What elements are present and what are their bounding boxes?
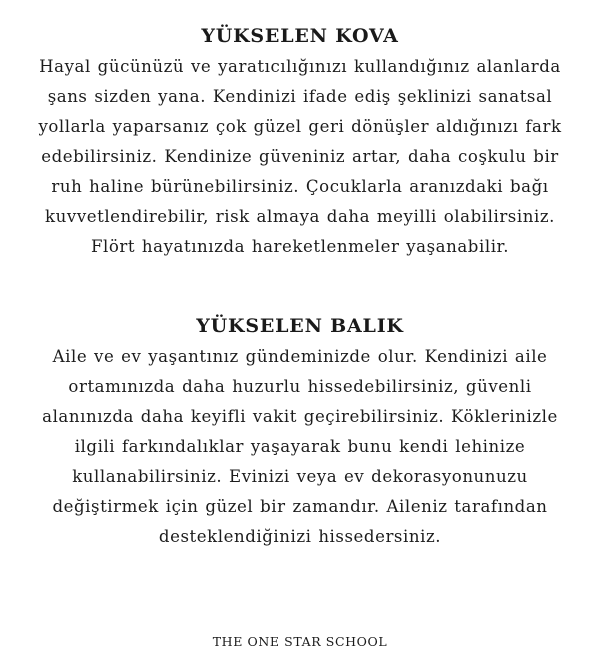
paragraph-line: kullanabilirsiniz. Evinizi veya ev dekorasyonunuzu	[72, 467, 528, 486]
paragraph-line: Flört hayatınızda hareketlenmeler yaşanabilir.	[90, 237, 510, 256]
section-yukselen-kova	[0, 20, 600, 262]
section-paragraph	[10, 342, 590, 552]
paragraph-line: edebilirsiniz. Kendinize güveniniz artar, daha coşkulu bir	[41, 147, 559, 166]
paragraph-line: Hayal gücünüzü ve yaratıcılığınızı kullandığınız alanlarda	[39, 57, 561, 76]
paragraph-line: şans sizden yana. Kendinizi ifade ediş şeklinizi sanatsal	[47, 87, 553, 106]
paragraph-line: Aile ve ev yaşantınız gündeminizde olur. Kendinizi aile	[52, 347, 548, 366]
paragraph-line: ilgili farkındalıklar yaşayarak bunu kendi lehinize	[74, 437, 526, 456]
paragraph-line: kuvvetlendirebilir, risk almaya daha meyilli olabilirsiniz.	[45, 207, 555, 226]
paragraph-line: alanınızda daha keyifli vakit geçirebilirsiniz. Köklerinizle	[42, 407, 558, 426]
paragraph-line: ortamınızda daha huzurlu hissedebilirsiniz, güvenli	[68, 377, 532, 396]
paragraph-line: değiştirmek için güzel bir zamandır. Aileniz tarafından	[52, 497, 548, 516]
section-heading: YÜKSELEN BALIK	[196, 315, 404, 337]
section-yukselen-balik	[0, 310, 600, 552]
paragraph-line: yollarla yaparsanız çok güzel geri dönüşler aldığınızı fark	[38, 117, 562, 136]
footer-brand: THE ONE STAR SCHOOL	[212, 634, 388, 649]
section-heading: YÜKSELEN KOVA	[201, 25, 399, 47]
section-paragraph	[10, 52, 590, 262]
paragraph-line: desteklendiğinizi hissedersiniz.	[158, 527, 442, 546]
paragraph-line: ruh haline bürünebilirsiniz. Çocuklarla aranızdaki bağı	[51, 177, 549, 196]
